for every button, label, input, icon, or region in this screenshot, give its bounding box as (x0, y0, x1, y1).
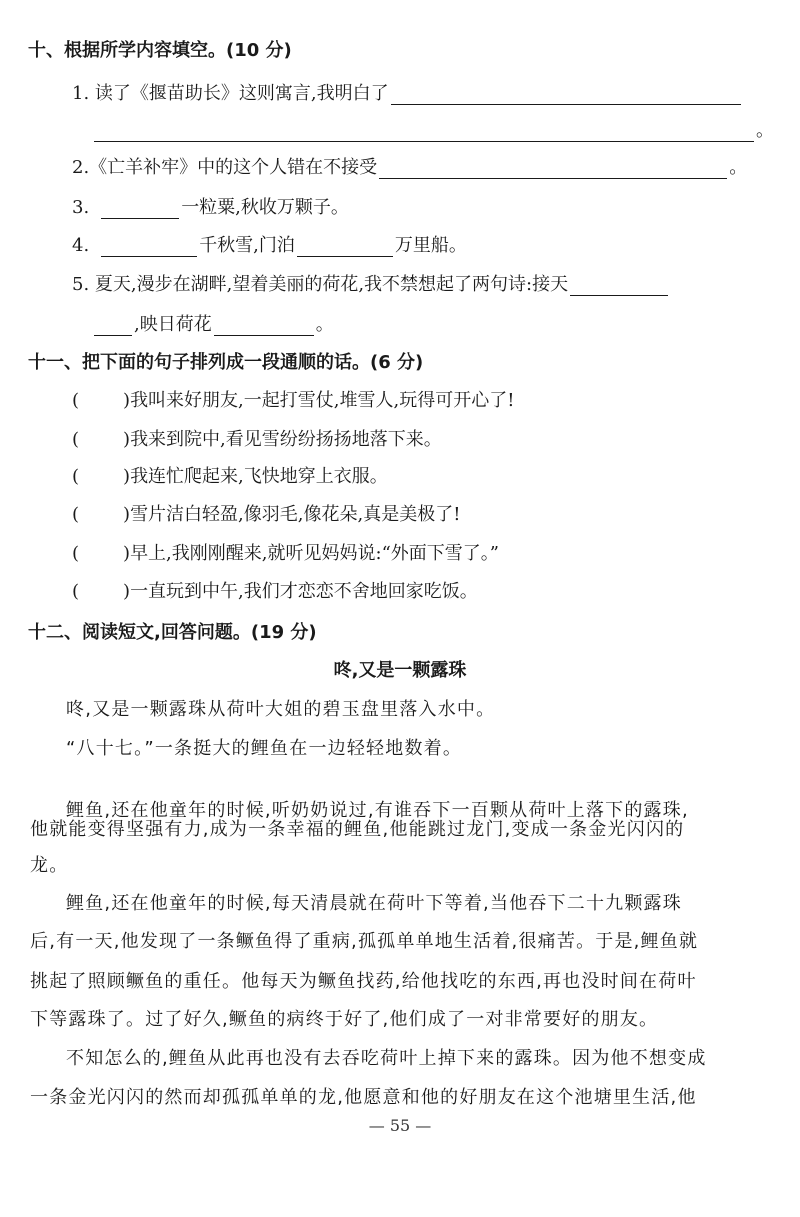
passage-line: 一条金光闪闪的然而却孤孤单单的龙,他愿意和他的好朋友在这个池塘里生活,他 (30, 1087, 697, 1108)
ordering-item-text: 我连忙爬起来,飞快地穿上衣服。 (130, 466, 388, 487)
paren-close: ) (123, 504, 131, 525)
passage-title: 咚,又是一颗露珠 (333, 660, 467, 681)
question-1 (72, 79, 743, 105)
answer-blank[interactable] (101, 238, 197, 257)
question-4 (72, 231, 467, 257)
passage-line: 挑起了照顾鳜鱼的重任。他每天为鳜鱼找药,给他找吃的东西,再也没时间在荷叶 (30, 971, 697, 992)
page-number: — 55 — (368, 1116, 432, 1135)
question-3-text: 一粒粟,秋收万颗子。 (181, 197, 349, 218)
paren-open: ( (72, 390, 80, 411)
paren-close: ) (123, 390, 131, 411)
answer-blank[interactable] (214, 317, 314, 336)
passage-line: 不知怎么的,鲤鱼从此再也没有去吞吃荷叶上掉下来的露珠。因为他不想变成 (66, 1048, 707, 1069)
answer-blank[interactable] (94, 123, 754, 142)
passage-line: 鲤鱼,还在他童年的时候,听奶奶说过,有谁吞下一百颗从荷叶上落下的露珠, (66, 800, 689, 821)
question-3-number: 3. (72, 197, 90, 218)
ordering-item (72, 500, 460, 526)
paren-open: ( (72, 466, 80, 487)
question-5 (72, 270, 670, 296)
question-1-cont (92, 116, 774, 142)
answer-blank[interactable] (379, 160, 727, 179)
question-4-text: 千秋雪,门泊 (199, 235, 295, 256)
paren-open: ( (72, 429, 80, 450)
passage-line: 咚,又是一颗露珠从荷叶大姐的碧玉盘里落入水中。 (66, 699, 496, 720)
ordering-item-text: 一直玩到中午,我们才恋恋不舍地回家吃饭。 (130, 581, 478, 602)
ordering-item (72, 577, 478, 603)
question-4-text-end: 万里船。 (394, 235, 467, 256)
passage-line: “八十七。”一条挺大的鲤鱼在一边轻轻地数着。 (66, 738, 463, 759)
paren-close: ) (123, 581, 131, 602)
passage-line: 后,有一天,他发现了一条鳜鱼得了重病,孤孤单单地生活着,很痛苦。于是,鲤鱼就 (30, 931, 699, 952)
answer-blank[interactable] (94, 317, 132, 336)
question-1-text: 1. 读了《揠苗助长》这则寓言,我明白了 (72, 83, 389, 104)
answer-blank[interactable] (391, 86, 741, 105)
question-5-text-mid: ,映日荷花 (134, 314, 212, 335)
paren-close: ) (123, 466, 131, 487)
ordering-item-text: 我叫来好朋友,一起打雪仗,堆雪人,玩得可开心了! (130, 390, 515, 411)
ordering-item-text: 早上,我刚刚醒来,就听见妈妈说:“外面下雪了。” (130, 543, 499, 564)
paren-open: ( (72, 581, 80, 602)
ordering-item-text: 我来到院中,看见雪纷纷扬扬地落下来。 (130, 429, 442, 450)
answer-blank[interactable] (570, 277, 668, 296)
question-2-text: 2.《亡羊补牢》中的这个人错在不接受 (72, 157, 378, 178)
ordering-item (72, 425, 442, 451)
answer-blank[interactable] (101, 200, 179, 219)
passage-line: 他就能变得坚强有力,成为一条幸福的鲤鱼,他能跳过龙门,变成一条金光闪闪的 (30, 819, 685, 840)
ordering-item (72, 386, 514, 412)
paren-close: ) (123, 543, 131, 564)
passage-line: 下等露珠了。过了好久,鳜鱼的病终于好了,他们成了一对非常要好的朋友。 (30, 1009, 659, 1030)
section-11-heading: 十一、把下面的句子排列成一段通顺的话。(6 分) (28, 352, 424, 373)
section-10-heading: 十、根据所学内容填空。(10 分) (28, 40, 292, 61)
paren-open: ( (72, 543, 80, 564)
question-5-text: 5. 夏天,漫步在湖畔,望着美丽的荷花,我不禁想起了两句诗:接天 (72, 274, 569, 295)
period: 。 (315, 314, 334, 335)
ordering-item (72, 539, 499, 565)
period: 。 (756, 120, 774, 141)
question-2 (72, 153, 747, 179)
question-4-number: 4. (72, 235, 90, 256)
passage-line: 龙。 (30, 855, 69, 876)
period: 。 (729, 157, 748, 178)
answer-blank[interactable] (297, 238, 393, 257)
ordering-item (72, 462, 388, 488)
question-5-cont (92, 310, 334, 336)
question-3 (72, 193, 349, 219)
ordering-item-text: 雪片洁白轻盈,像羽毛,像花朵,真是美极了! (130, 504, 461, 525)
passage-line: 鲤鱼,还在他童年的时候,每天清晨就在荷叶下等着,当他吞下二十九颗露珠 (66, 893, 682, 914)
paren-close: ) (123, 429, 131, 450)
paren-open: ( (72, 504, 80, 525)
section-12-heading: 十二、阅读短文,回答问题。(19 分) (28, 622, 317, 643)
